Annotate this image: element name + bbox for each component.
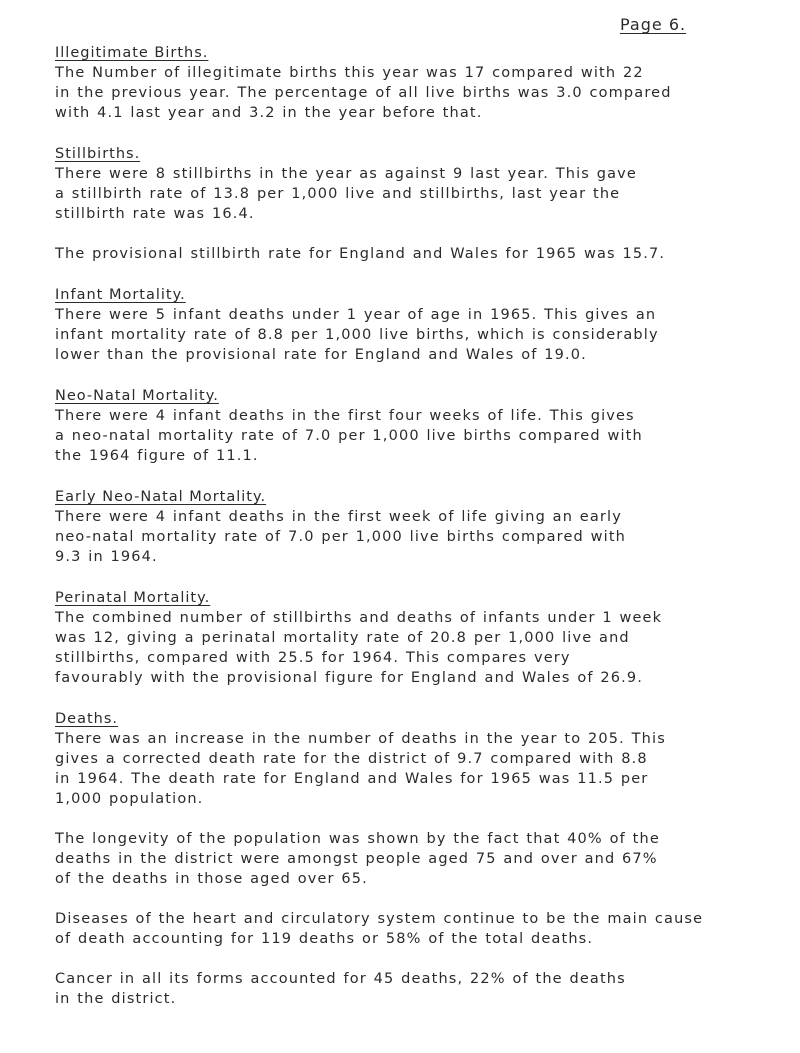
paragraph-line: Diseases of the heart and circulatory system continue to be the main cause [55, 911, 704, 927]
paragraph-line: the 1964 figure of 11.1. [55, 448, 259, 464]
heading-deaths: Deaths. [55, 711, 119, 727]
paragraph-line: stillbirth rate was 16.4. [55, 206, 255, 222]
heading-early-neo-natal-mortality: Early Neo-Natal Mortality. [55, 489, 267, 505]
heading-illegitimate-births: Illegitimate Births. [55, 45, 209, 61]
paragraph-line: deaths in the district were amongst people aged 75 and over and 67% [55, 851, 658, 867]
heading-neo-natal-mortality: Neo-Natal Mortality. [55, 388, 219, 404]
paragraph-line: was 12, giving a perinatal mortality rate of 20.8 per 1,000 live and [55, 630, 630, 646]
page-number: Page 6. [620, 15, 687, 34]
section-neo-natal-mortality [55, 385, 785, 466]
paragraph-line: 9.3 in 1964. [55, 549, 158, 565]
section-deaths [55, 708, 785, 809]
section-cancer [55, 969, 785, 1009]
section-early-neo-natal-mortality [55, 486, 785, 567]
paragraph-line: favourably with the provisional figure for England and Wales of 26.9. [55, 670, 644, 686]
paragraph-line: 1,000 population. [55, 791, 204, 807]
paragraph-line: with 4.1 last year and 3.2 in the year before that. [55, 105, 483, 121]
paragraph-line: stillbirths, compared with 25.5 for 1964. This compares very [55, 650, 571, 666]
paragraph-line: of the deaths in those aged over 65. [55, 871, 368, 887]
paragraph-line: Cancer in all its forms accounted for 45 deaths, 22% of the deaths [55, 971, 626, 987]
document-body [55, 42, 785, 1009]
section-illegitimate-births [55, 42, 785, 123]
paragraph-line: The longevity of the population was shown by the fact that 40% of the [55, 831, 660, 847]
section-provisional-stillbirth [55, 244, 785, 264]
paragraph-line: infant mortality rate of 8.8 per 1,000 live births, which is considerably [55, 327, 659, 343]
section-heart-disease [55, 909, 785, 949]
paragraph-line: a stillbirth rate of 13.8 per 1,000 live and stillbirths, last year the [55, 186, 621, 202]
section-infant-mortality [55, 284, 785, 365]
paragraph-line: There were 4 infant deaths in the first week of life giving an early [55, 509, 622, 525]
paragraph-line: in 1964. The death rate for England and Wales for 1965 was 11.5 per [55, 771, 649, 787]
paragraph-line: There were 8 stillbirths in the year as against 9 last year. This gave [55, 166, 637, 182]
paragraph-line: There were 5 infant deaths under 1 year of age in 1965. This gives an [55, 307, 657, 323]
paragraph-line: The provisional stillbirth rate for England and Wales for 1965 was 15.7. [55, 246, 666, 262]
paragraph-line: gives a corrected death rate for the district of 9.7 compared with 8.8 [55, 751, 648, 767]
heading-stillbirths: Stillbirths. [55, 146, 141, 162]
section-perinatal-mortality [55, 587, 785, 688]
paragraph-line: in the district. [55, 991, 177, 1007]
heading-infant-mortality: Infant Mortality. [55, 287, 186, 303]
heading-perinatal-mortality: Perinatal Mortality. [55, 590, 211, 606]
paragraph-line: The combined number of stillbirths and deaths of infants under 1 week [55, 610, 663, 626]
paragraph-line: a neo-natal mortality rate of 7.0 per 1,000 live births compared with [55, 428, 643, 444]
section-stillbirths [55, 143, 785, 224]
paragraph-line: of death accounting for 119 deaths or 58% of the total deaths. [55, 931, 594, 947]
paragraph-line: lower than the provisional rate for England and Wales of 19.0. [55, 347, 587, 363]
paragraph-line: in the previous year. The percentage of all live births was 3.0 compared [55, 85, 672, 101]
paragraph-line: neo-natal mortality rate of 7.0 per 1,000 live births compared with [55, 529, 627, 545]
paragraph-line: The Number of illegitimate births this year was 17 compared with 22 [55, 65, 644, 81]
section-longevity [55, 829, 785, 889]
paragraph-line: There was an increase in the number of deaths in the year to 205. This [55, 731, 666, 747]
paragraph-line: There were 4 infant deaths in the first four weeks of life. This gives [55, 408, 635, 424]
